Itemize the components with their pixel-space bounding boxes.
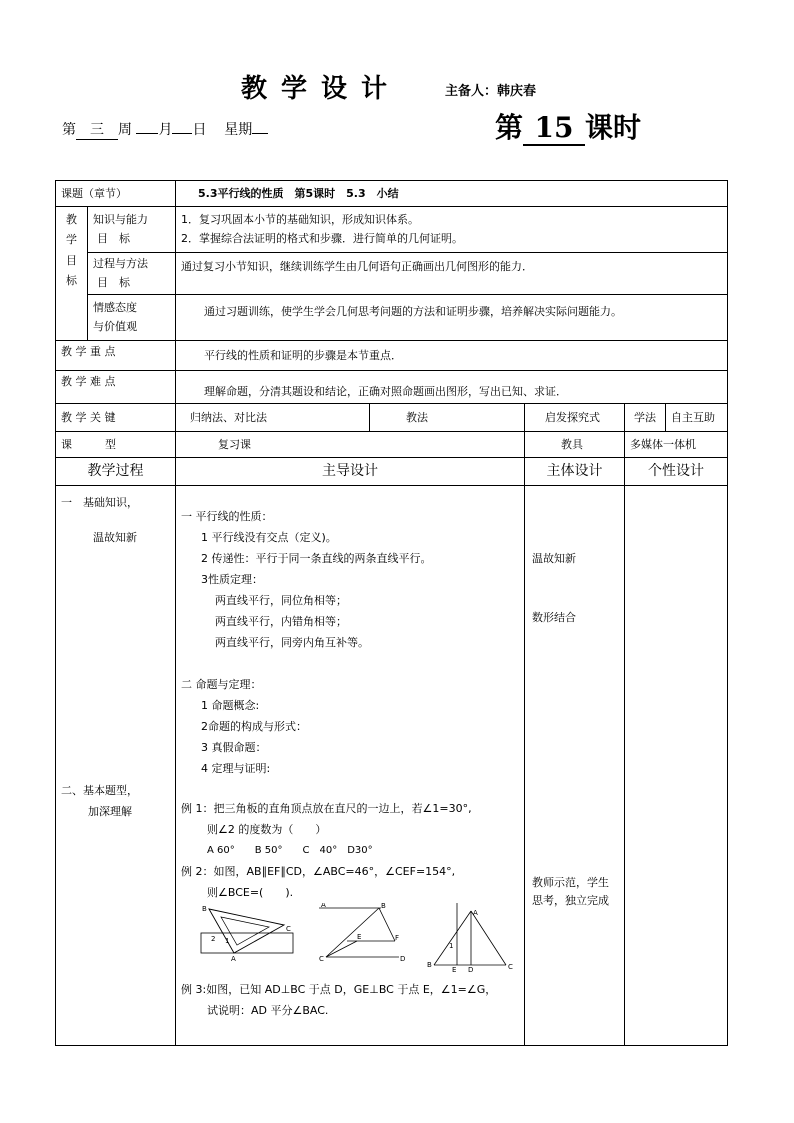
- lead-line-9: 2命题的构成与形式：: [201, 720, 307, 734]
- month-suffix: 月: [158, 122, 173, 138]
- key-label: 教 学 重 点: [56, 341, 176, 371]
- main-design-3: 教师示范，学生: [532, 876, 609, 890]
- column-header-row: [56, 458, 728, 486]
- lead-line-17: 例 3:如图，已知 AD⊥BC 于点 D，GE⊥BC 于点 E，∠1=∠G，: [181, 983, 497, 997]
- difficulty-value: 理解命题，分清其题设和结论，正确对照命题画出图形，写出已知、求证．: [176, 371, 728, 404]
- svg-text:E: E: [452, 966, 457, 974]
- teach-method-value: 启发探究式: [525, 404, 625, 432]
- figures-row: [181, 903, 519, 973]
- topic-label: 课题（章节）: [56, 181, 176, 207]
- lead-line-0: 一 平行线的性质：: [181, 510, 273, 524]
- svg-text:B: B: [427, 961, 432, 970]
- lead-line-15: 例 2：如图，AB∥EF∥CD，∠ABC=46°，∠CEF=154°,: [181, 865, 456, 879]
- lead-line-13: 则∠2 的度数为（ ）: [207, 823, 327, 837]
- main-design-4: 思考，独立完成: [532, 893, 609, 907]
- process-left-4: 加深理解: [88, 804, 132, 818]
- col-header-personal: 个性设计: [625, 458, 728, 486]
- svg-text:A: A: [231, 955, 236, 964]
- svg-text:1: 1: [225, 937, 230, 946]
- emotion-label-line2: 与价值观: [93, 319, 137, 333]
- weekday-label: 星期: [224, 122, 253, 138]
- weekday-blank: [252, 133, 268, 134]
- svg-text:A: A: [473, 909, 478, 918]
- svg-text:B: B: [381, 903, 386, 911]
- svg-text:D: D: [468, 966, 474, 974]
- process-goal-label: [88, 253, 176, 295]
- emotion-label-line1: 情感态度: [93, 301, 137, 315]
- lead-line-10: 3 真假命题：: [201, 741, 267, 755]
- type-row: [56, 432, 728, 458]
- date-line: [62, 119, 268, 140]
- svg-text:1: 1: [449, 942, 454, 951]
- lead-line-8: 1 命题概念:: [201, 699, 260, 713]
- geometry-figures: [181, 903, 516, 973]
- knowledge-item-1: 1．复习巩固本小节的基础知识，形成知识体系。: [181, 212, 419, 226]
- lead-line-16: 则∠BCE=( ).: [207, 886, 294, 900]
- lesson-number-heading: [495, 106, 641, 146]
- lead-line-11: 4 定理与证明:: [201, 762, 271, 776]
- knowledge-item-2: 2．掌握综合法证明的格式和步骤．进行简单的几何证明。: [181, 231, 463, 245]
- process-left-3: 二、基本题型，: [61, 784, 138, 798]
- crux-value: 归纳法、对比法: [176, 404, 370, 432]
- goals-label: [56, 207, 88, 341]
- knowledge-label-line2: 目 标: [97, 231, 130, 245]
- learn-method-value: 自主互助: [666, 404, 728, 432]
- learn-method-label: 学法: [625, 404, 666, 432]
- day-blank: [172, 133, 192, 134]
- knowledge-value: [176, 207, 728, 253]
- tools-label: 教具: [525, 432, 625, 458]
- knowledge-row: [56, 207, 728, 253]
- process-left-2: 温故知新: [93, 531, 137, 545]
- process-goal-label-line2: 目 标: [97, 275, 130, 289]
- type-value: 复习课: [176, 432, 525, 458]
- process-goal-value: 通过复习小节知识，继续训练学生由几何语句正确画出几何图形的能力．: [176, 253, 728, 295]
- goals-label-text: 教学目标: [66, 213, 77, 288]
- col-header-process: 教学过程: [56, 458, 176, 486]
- lead-line-4: 两直线平行，同位角相等；: [215, 594, 347, 608]
- knowledge-label-line1: 知识与能力: [93, 212, 148, 226]
- svg-text:2: 2: [211, 935, 216, 944]
- topic-value: 5.3平行线的性质 第5课时 5.3 小结: [176, 181, 728, 207]
- col-header-lead: 主导设计: [176, 458, 525, 486]
- crux-row: [56, 404, 728, 432]
- svg-text:D: D: [400, 955, 406, 964]
- knowledge-label: [88, 207, 176, 253]
- svg-text:C: C: [286, 925, 291, 934]
- lead-line-5: 两直线平行，内错角相等；: [215, 615, 347, 629]
- process-left-1: 一 基础知识，: [61, 496, 138, 510]
- preparer-label: 主备人：韩庆春: [445, 84, 537, 99]
- main-design-2: 数形结合: [532, 611, 576, 625]
- process-goal-row: [56, 253, 728, 295]
- lead-line-2: 2 传递性：平行于同一条直线的两条直线平行。: [201, 552, 432, 566]
- lesson-prefix: 第: [495, 111, 524, 144]
- emotion-value: 通过习题训练，使学生学会几何思考问题的方法和证明步骤，培养解决实际问题能力。: [176, 295, 728, 341]
- crux-label: 教 学 关 键: [56, 404, 176, 432]
- process-lead-cell: [176, 486, 525, 1046]
- triangle-figure: [427, 903, 513, 973]
- emotion-row: [56, 295, 728, 341]
- process-main-cell: [525, 486, 625, 1046]
- lead-line-12: 例 1：把三角板的直角顶点放在直尺的一边上，若∠1=30°,: [181, 802, 472, 816]
- week-prefix: 第: [62, 122, 76, 138]
- lead-line-6: 两直线平行，同旁内角互补等。: [215, 636, 369, 650]
- process-left-cell: [56, 486, 176, 1046]
- lead-line-14: A 60° B 50° C 40° D30°: [207, 845, 373, 857]
- key-value: 平行线的性质和证明的步骤是本节重点．: [176, 341, 728, 371]
- process-row: [56, 486, 728, 1046]
- main-design-1: 温故知新: [532, 552, 576, 566]
- lesson-suffix: 课时: [585, 111, 642, 144]
- lead-line-1: 1 平行线没有交点（定义)。: [201, 531, 337, 545]
- emotion-label: [88, 295, 176, 341]
- col-header-main: 主体设计: [525, 458, 625, 486]
- topic-row: [56, 181, 728, 207]
- svg-text:F: F: [395, 934, 400, 943]
- difficulty-row: [56, 371, 728, 404]
- svg-text:B: B: [202, 905, 207, 914]
- tools-value: 多媒体一体机: [625, 432, 728, 458]
- ruler-triangle-figure: [201, 905, 293, 963]
- svg-text:C: C: [319, 955, 324, 964]
- lead-line-3: 3性质定理：: [201, 573, 263, 587]
- week-suffix: 周: [118, 122, 132, 138]
- svg-text:C: C: [508, 963, 513, 972]
- teach-method-label: 教法: [370, 404, 525, 432]
- lead-line-18: 试说明：AD 平分∠BAC.: [207, 1004, 329, 1018]
- type-label: 课 型: [56, 432, 176, 458]
- page-title: 教学设计: [241, 74, 402, 104]
- parallel-lines-figure: [319, 903, 405, 963]
- key-row: [56, 341, 728, 371]
- svg-text:A: A: [321, 903, 326, 910]
- difficulty-label: 教 学 难 点: [56, 371, 176, 404]
- day-suffix: 日: [192, 122, 207, 138]
- lead-line-7: 二 命题与定理：: [181, 678, 262, 692]
- week-number: 三: [76, 119, 118, 140]
- lesson-plan-table: [55, 180, 728, 1046]
- lesson-number: 15: [523, 111, 585, 146]
- svg-text:E: E: [357, 933, 362, 942]
- process-personal-cell: [625, 486, 728, 1046]
- month-blank: [136, 133, 158, 134]
- process-goal-label-line1: 过程与方法: [93, 257, 148, 270]
